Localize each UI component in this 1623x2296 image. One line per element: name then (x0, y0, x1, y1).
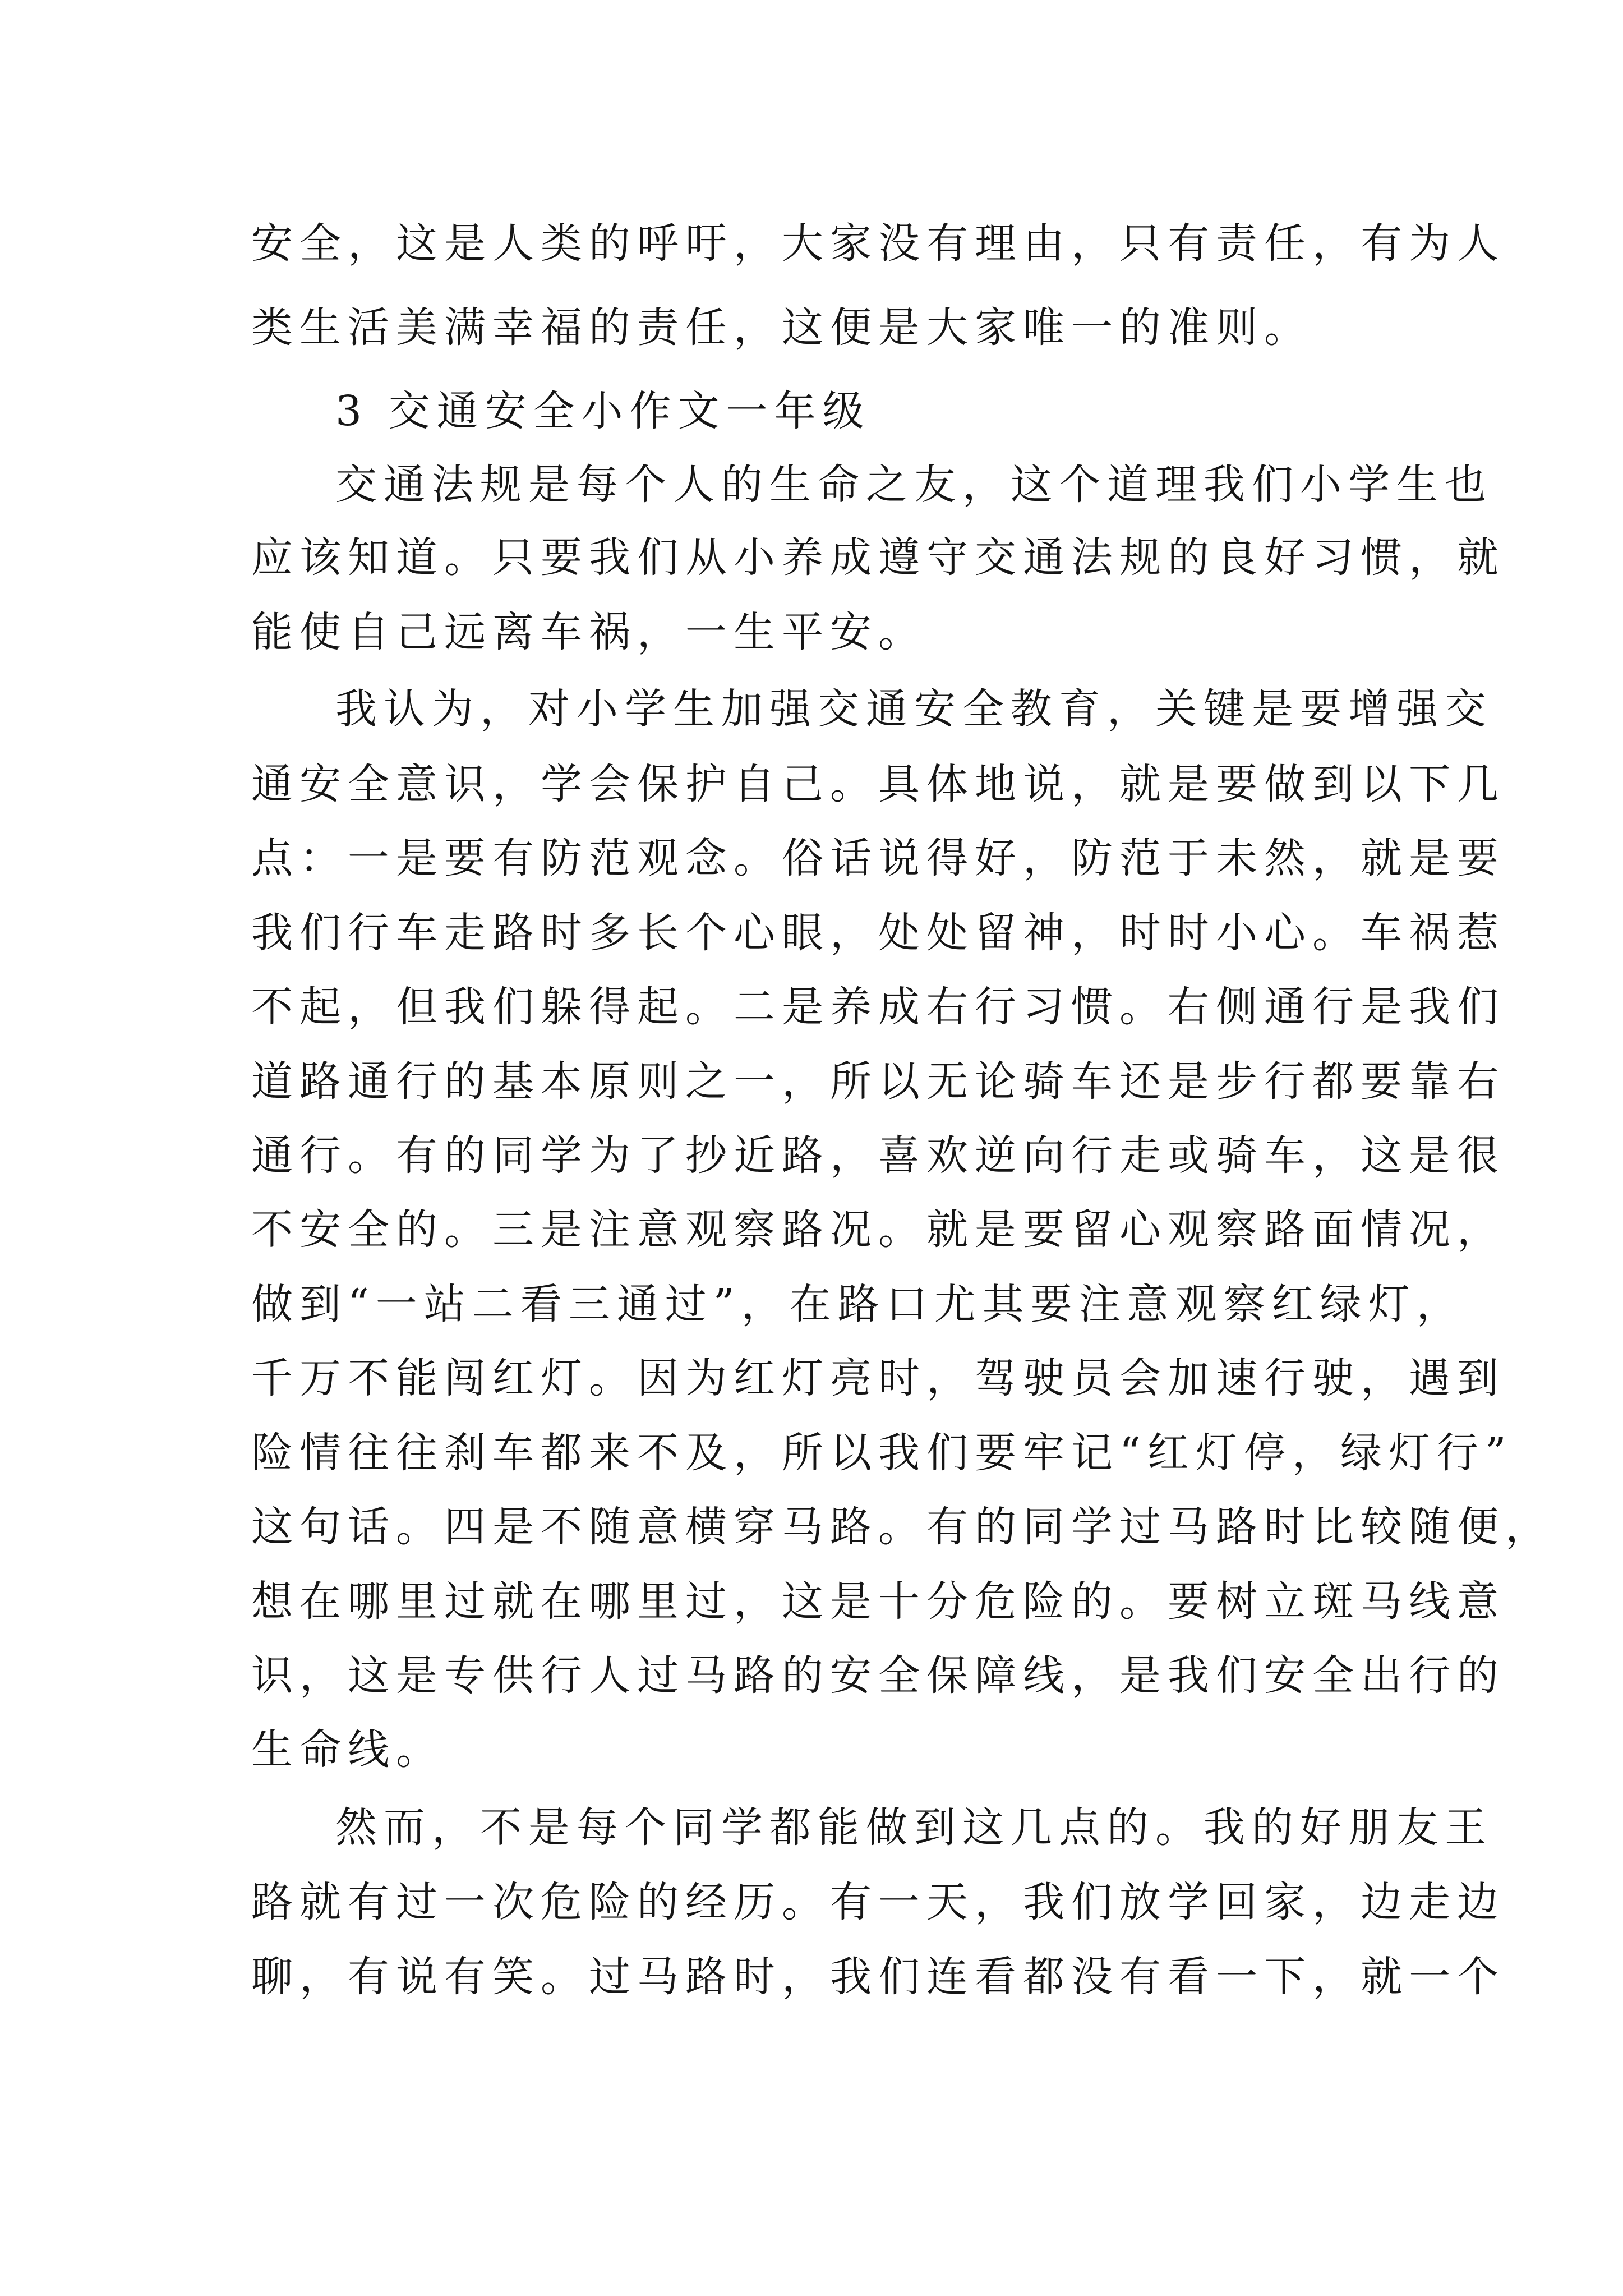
paragraph-line: 安全，这是人类的呼吁，大家没有理由，只有责任，有为人 (251, 219, 1505, 268)
paragraph-line: 类生活美满幸福的责任，这便是大家唯一的准则。 (251, 303, 1312, 352)
paragraph-line: 能使自己远离车祸，一生平安。 (251, 608, 926, 656)
paragraph-line: 应该知道。只要我们从小养成遵守交通法规的良好习惯，就 (251, 533, 1505, 582)
paragraph-line: 然而，不是每个同学都能做到这几点的。我的好朋友王 (335, 1803, 1493, 1852)
section-heading: 3 交通安全小作文一年级 (335, 387, 871, 435)
paragraph-line: 通行。有的同学为了抄近路，喜欢逆向行走或骑车，这是很 (251, 1131, 1505, 1180)
paragraph-line: 我们行车走路时多长个心眼，处处留神，时时小心。车祸惹 (251, 909, 1505, 957)
paragraph-line: 险情往往刹车都来不及，所以我们要牢记“红灯停，绿灯行” (251, 1429, 1513, 1477)
paragraph-line: 这句话。四是不随意横穿马路。有的同学过马路时比较随便， (251, 1503, 1553, 1551)
paragraph-line: 千万不能闯红灯。因为红灯亮时，驾驶员会加速行驶，遇到 (251, 1354, 1505, 1402)
paragraph-line: 点：一是要有防范观念。俗话说得好，防范于未然，就是要 (251, 834, 1505, 882)
paragraph-line: 不起，但我们躲得起。二是养成右行习惯。右侧通行是我们 (251, 983, 1505, 1031)
paragraph-line: 识，这是专供行人过马路的安全保障线，是我们安全出行的 (251, 1651, 1505, 1700)
paragraph-line: 通安全意识，学会保护自己。具体地说，就是要做到以下几 (251, 760, 1505, 808)
paragraph-line: 聊，有说有笑。过马路时，我们连看都没有看一下，就一个 (251, 1953, 1505, 2001)
paragraph-line: 不安全的。三是注意观察路况。就是要留心观察路面情况， (251, 1205, 1505, 1254)
paragraph-line: 生命线。 (251, 1726, 444, 1774)
paragraph-line: 交通法规是每个人的生命之友，这个道理我们小学生也 (335, 461, 1493, 509)
paragraph-line: 想在哪里过就在哪里过，这是十分危险的。要树立斑马线意 (251, 1577, 1505, 1626)
paragraph-line: 路就有过一次危险的经历。有一天，我们放学回家，边走边 (251, 1878, 1505, 1926)
paragraph-line: 做到“一站二看三通过”，在路口尤其要注意观察红绿灯， (251, 1280, 1465, 1328)
paragraph-line: 我认为，对小学生加强交通安全教育，关键是要增强交 (335, 685, 1493, 733)
paragraph-line: 道路通行的基本原则之一，所以无论骑车还是步行都要靠右 (251, 1057, 1505, 1106)
